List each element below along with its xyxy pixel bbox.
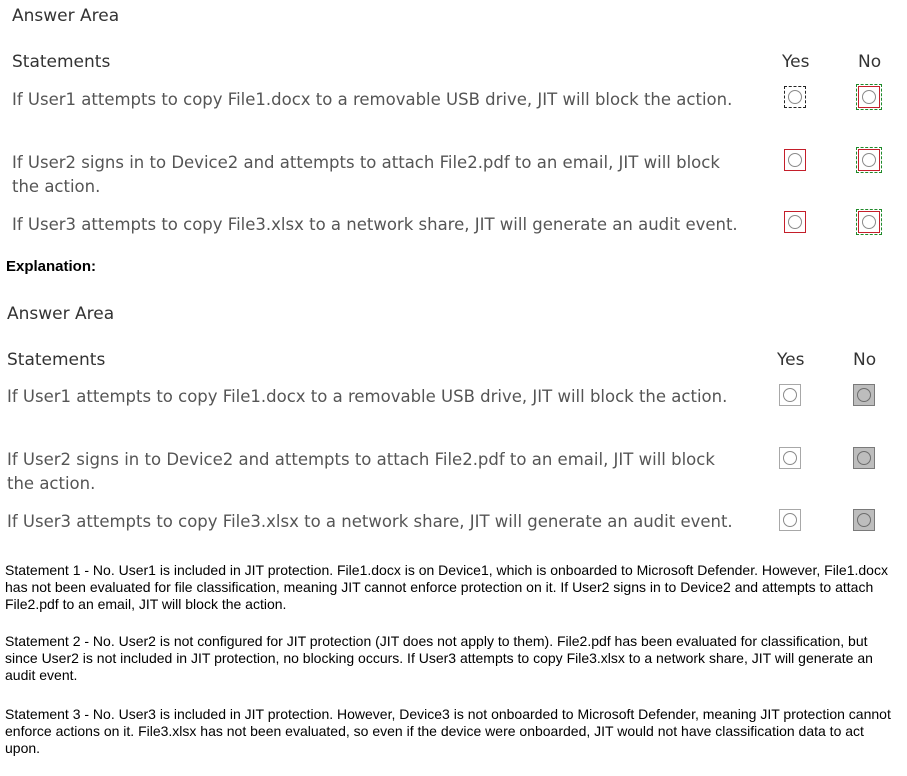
statement-2-yes-radio[interactable] — [784, 149, 806, 171]
radio-circle-icon — [857, 451, 871, 465]
statement-2: If User2 signs in to Device2 and attempts to attach File2.pdf to an email, JIT will block the action. — [12, 153, 720, 196]
answer-area-title: Answer Area — [12, 6, 120, 26]
statement-1-no-radio[interactable] — [858, 86, 880, 108]
explanation-paragraph-1: Statement 1 - No. User1 is included in JIT protection. File1.docx is on Device1, which is onboarded to Microsoft Defender. However, File1.docx has not been evaluated for file classification, meaning JIT cannot enforce protection on it. If User2 signs in to Device2 and attempts to attach File2.pdf to an email, JIT will block the action. — [5, 562, 888, 612]
statement-1-no-radio-selected[interactable] — [853, 384, 875, 406]
statement-1: If User1 attempts to copy File1.docx to a removable USB drive, JIT will block the action. — [12, 90, 733, 109]
statement-1-yes-radio[interactable] — [779, 384, 801, 406]
statement-3-yes-radio[interactable] — [779, 509, 801, 531]
statement-2: If User2 signs in to Device2 and attempts to attach File2.pdf to an email, JIT will block the action. — [7, 450, 715, 493]
no-header: No — [858, 52, 882, 72]
explanation-label: Explanation: — [6, 258, 97, 275]
statements-header: Statements — [7, 350, 106, 370]
statement-3: If User3 attempts to copy File3.xlsx to a network share, JIT will generate an audit event. — [7, 512, 733, 531]
radio-circle-icon — [862, 90, 876, 104]
no-header: No — [853, 350, 877, 370]
statement-3-yes-radio[interactable] — [784, 211, 806, 233]
answer-area-title: Answer Area — [7, 304, 115, 324]
statement-2-no-radio[interactable] — [858, 149, 880, 171]
yes-header: Yes — [782, 52, 810, 72]
radio-circle-icon — [783, 451, 797, 465]
radio-circle-icon — [788, 153, 802, 167]
radio-circle-icon — [862, 215, 876, 229]
explanation-paragraph-3: Statement 3 - No. User3 is included in JIT protection. However, Device3 is not onboarded to Microsoft Defender, meaning JIT protection cannot enforce actions on it. File3.xlsx has not been evaluated, so even if the device were onboarded, JIT would not have classification data to act upon. — [5, 706, 891, 756]
statement-3-no-radio[interactable] — [858, 211, 880, 233]
statement-1: If User1 attempts to copy File1.docx to a removable USB drive, JIT will block the action. — [7, 387, 728, 406]
statements-header: Statements — [12, 52, 111, 72]
radio-circle-icon — [783, 388, 797, 402]
statement-3-no-radio-selected[interactable] — [853, 509, 875, 531]
explanation-paragraph-2: Statement 2 - No. User2 is not configured for JIT protection (JIT does not apply to them). File2.pdf has been evaluated for classification, but since User2 is not included in JIT protection, no blocking occurs. If User3 attempts to copy File3.xlsx to a network share, JIT will generate an audit event. — [5, 633, 873, 683]
statement-3: If User3 attempts to copy File3.xlsx to a network share, JIT will generate an audit event. — [12, 215, 738, 234]
yes-header: Yes — [777, 350, 805, 370]
statement-2-no-radio-selected[interactable] — [853, 447, 875, 469]
radio-circle-icon — [857, 388, 871, 402]
statement-2-yes-radio[interactable] — [779, 447, 801, 469]
radio-circle-icon — [788, 90, 802, 104]
radio-circle-icon — [788, 215, 802, 229]
statement-1-yes-radio[interactable] — [784, 86, 806, 108]
radio-circle-icon — [862, 153, 876, 167]
radio-circle-icon — [783, 513, 797, 527]
radio-circle-icon — [857, 513, 871, 527]
